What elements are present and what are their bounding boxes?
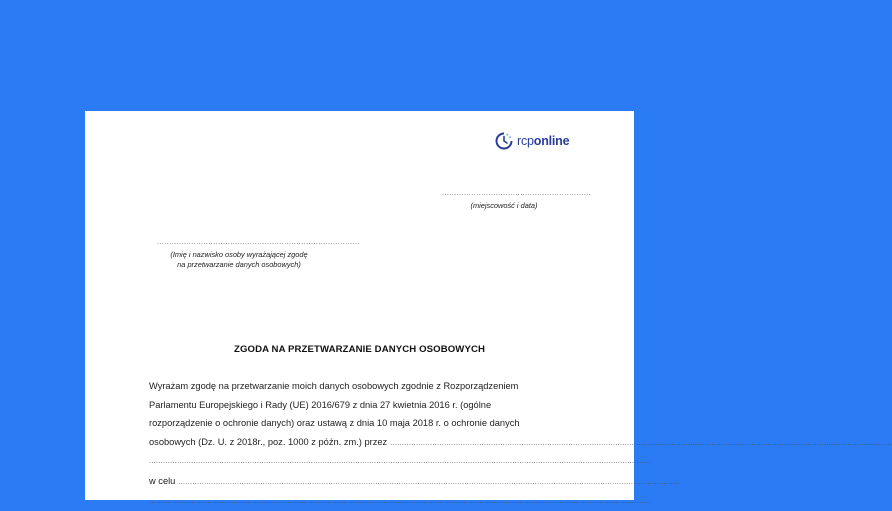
person-caption-line1: (Imię i nazwisko osoby wyrażającej zgodę (170, 250, 308, 259)
clock-logo-icon (494, 131, 514, 151)
body-line-3 (149, 414, 570, 433)
body-line-3-text: rozporządzenie o ochronie danych) oraz ustawą z dnia 10 maja 2018 r. o ochronie danych (149, 418, 520, 429)
body-line-4-text: osobowych (Dz. U. z 2018r., poz. 1000 z późn. zm.) przez (149, 436, 388, 447)
document-title: ZGODA NA PRZETWARZANIE DANYCH OSOBOWYCH (233, 344, 486, 355)
by-whom-fill-line-2[interactable] (149, 453, 651, 472)
person-caption-line2: na przetwarzanie danych osobowych) (177, 259, 301, 269)
purpose-fill-line[interactable] (178, 474, 680, 493)
by-whom-fill-line[interactable] (390, 435, 892, 454)
body-line-5 (149, 453, 570, 472)
body-line-7 (149, 493, 570, 511)
purpose-fill-line-2[interactable] (149, 493, 651, 511)
body-line-4 (149, 433, 570, 454)
place-date-dotted-line: ............................................................. (442, 190, 592, 197)
purpose-label: w celu (149, 475, 176, 486)
body-line-2 (149, 396, 570, 415)
logo-text-rcp: rcp (517, 133, 534, 148)
person-dotted-line: ................................................................................... (157, 239, 360, 246)
body-line-2-text: Parlamentu Europejskiego i Rady (UE) 2016/679 z dnia 27 kwietnia 2016 r. (ogólne (149, 399, 492, 410)
logo-text-online: online (533, 133, 570, 148)
consent-body (149, 377, 570, 511)
document-page (85, 111, 634, 500)
body-line-6 (149, 472, 570, 493)
body-line-1 (149, 377, 570, 396)
logo (494, 131, 569, 151)
person-caption (147, 250, 331, 269)
body-line-1-text: Wyrażam zgodę na przetwarzanie moich danych osobowych zgodnie z Rozporządzeniem (149, 381, 519, 391)
place-date-caption: (miejscowość i data) (470, 201, 538, 210)
